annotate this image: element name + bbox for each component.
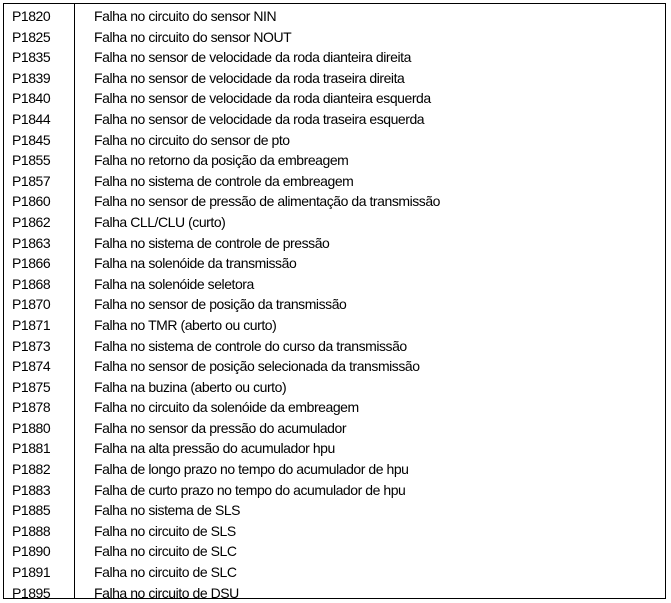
table-row — [4, 294, 665, 315]
fault-description: Falha no sistema de controle do curso da transmissão — [94, 337, 407, 354]
fault-description: Falha no circuito do sensor NIN — [94, 8, 277, 24]
fault-code: P1871 — [12, 316, 51, 333]
fault-code: P1857 — [12, 172, 51, 189]
table-row — [4, 150, 665, 171]
table-row — [4, 480, 665, 501]
fault-code: P1874 — [12, 358, 51, 375]
fault-description: Falha no TMR (aberto ou curto) — [94, 316, 277, 333]
table-row — [4, 583, 665, 603]
fault-description: Falha no sensor de velocidade da roda traseira direita — [94, 69, 405, 86]
fault-description: Falha no sensor de velocidade da roda traseira esquerda — [94, 110, 425, 127]
table-row — [4, 521, 665, 542]
fault-code: P1860 — [12, 193, 51, 210]
fault-code: P1880 — [12, 419, 51, 436]
table-row — [4, 377, 665, 398]
fault-description: Falha no retorno da posição da embreagem — [94, 152, 349, 169]
fault-code: P1845 — [12, 131, 51, 148]
fault-description: Falha no sistema de SLS — [94, 502, 241, 519]
fault-description: Falha no sensor de velocidade da roda dianteira esquerda — [94, 90, 431, 107]
fault-code-table — [3, 3, 666, 599]
table-row — [4, 315, 665, 336]
fault-code: P1825 — [12, 28, 51, 45]
table-rows — [4, 6, 665, 603]
table-row — [4, 47, 665, 68]
fault-description: Falha no sistema de controle de pressão — [94, 234, 330, 251]
table-row — [4, 171, 665, 192]
fault-description: Falha no sensor de posição selecionada da transmissão — [94, 358, 420, 375]
fault-description: Falha no circuito de SLC — [94, 564, 237, 581]
table-row — [4, 6, 665, 27]
fault-code: P1866 — [12, 255, 51, 272]
table-row — [4, 336, 665, 357]
table-row — [4, 233, 665, 254]
fault-description: Falha no circuito da solenóide da embreagem — [94, 399, 359, 416]
table-row — [4, 438, 665, 459]
table-row — [4, 130, 665, 151]
table-row — [4, 274, 665, 295]
fault-code: P1835 — [12, 49, 51, 66]
table-row — [4, 212, 665, 233]
fault-code: P1844 — [12, 110, 51, 127]
fault-code: P1881 — [12, 440, 51, 457]
fault-description: Falha no sensor de pressão de alimentação da transmissão — [94, 193, 441, 210]
fault-description: Falha no sensor de velocidade da roda dianteira direita — [94, 49, 411, 66]
fault-code: P1870 — [12, 296, 51, 313]
fault-code: P1863 — [12, 234, 51, 251]
table-row — [4, 397, 665, 418]
table-row — [4, 191, 665, 212]
fault-code: P1878 — [12, 399, 51, 416]
table-row — [4, 541, 665, 562]
table-row — [4, 562, 665, 583]
fault-description: Falha na solenóide da transmissão — [94, 255, 297, 272]
fault-code: P1888 — [12, 522, 51, 539]
table-row — [4, 459, 665, 480]
fault-description: Falha no sensor da pressão do acumulador — [94, 419, 347, 436]
fault-code: P1882 — [12, 461, 51, 478]
table-row — [4, 356, 665, 377]
table-row — [4, 88, 665, 109]
fault-description: Falha no sistema de controle da embreagem — [94, 172, 354, 189]
fault-code: P1875 — [12, 378, 51, 395]
fault-description: Falha de curto prazo no tempo do acumulador de hpu — [94, 481, 406, 498]
fault-description: Falha no circuito de SLC — [94, 543, 237, 560]
fault-description: Falha de longo prazo no tempo do acumulador de hpu — [94, 461, 409, 478]
fault-code: P1855 — [12, 152, 51, 169]
fault-code: P1868 — [12, 275, 51, 292]
fault-description: Falha no circuito do sensor de pto — [94, 131, 290, 148]
fault-code: P1895 — [12, 584, 51, 601]
fault-code: P1840 — [12, 90, 51, 107]
fault-description: Falha na solenóide seletora — [94, 275, 254, 292]
fault-code: P1873 — [12, 337, 51, 354]
fault-code: P1820 — [12, 8, 51, 24]
fault-description: Falha no circuito de SLS — [94, 522, 236, 539]
fault-description: Falha na buzina (aberto ou curto) — [94, 378, 287, 395]
fault-code: P1890 — [12, 543, 51, 560]
fault-description: Falha no circuito do sensor NOUT — [94, 28, 292, 45]
table-row — [4, 418, 665, 439]
fault-description: Falha no circuito de DSU — [94, 584, 239, 601]
fault-description: Falha no sensor de posição da transmissão — [94, 296, 347, 313]
table-row — [4, 68, 665, 89]
table-row — [4, 109, 665, 130]
fault-code: P1883 — [12, 481, 51, 498]
table-row — [4, 253, 665, 274]
table-row — [4, 27, 665, 48]
fault-code: P1891 — [12, 564, 51, 581]
fault-code: P1885 — [12, 502, 51, 519]
fault-description: Falha CLL/CLU (curto) — [94, 213, 226, 230]
fault-code: P1862 — [12, 213, 51, 230]
table-row — [4, 500, 665, 521]
fault-description: Falha na alta pressão do acumulador hpu — [94, 440, 335, 457]
fault-code: P1839 — [12, 69, 51, 86]
